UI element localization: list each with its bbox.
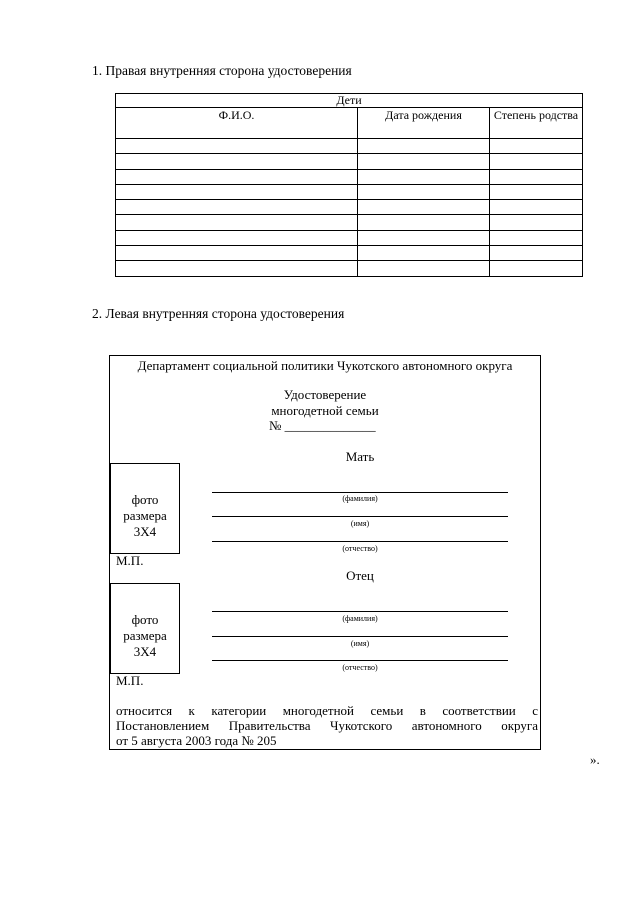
mother-patronymic-line — [212, 541, 508, 542]
mother-photo-placeholder — [110, 463, 180, 554]
photo-caption-line3: 3Х4 — [133, 644, 157, 659]
table-cell — [490, 184, 583, 199]
father-patronymic-line — [212, 660, 508, 661]
table-cell — [490, 215, 583, 230]
table-caption-row — [116, 94, 583, 108]
stamp-label-mother: М.П. — [116, 553, 144, 568]
table-row — [116, 184, 583, 199]
father-photo-placeholder — [110, 583, 180, 674]
table-row — [116, 169, 583, 184]
photo-caption-line3: 3Х4 — [133, 524, 157, 539]
table-row — [116, 200, 583, 215]
mother-surname-line — [212, 492, 508, 493]
table-cell — [116, 215, 358, 230]
column-header-fio: Ф.И.О. — [116, 108, 358, 139]
section-1-heading: 1. Правая внутренняя сторона удостоверения — [92, 63, 352, 78]
table-row — [116, 139, 583, 154]
photo-caption-line1: фото — [131, 612, 159, 627]
table-cell — [358, 246, 490, 261]
father-name-caption: (имя) — [350, 639, 370, 648]
table-cell — [358, 261, 490, 276]
table-row — [116, 215, 583, 230]
father-patronymic-caption: (отчество) — [342, 663, 378, 672]
table-cell — [116, 169, 358, 184]
table-cell — [116, 154, 358, 169]
table-cell — [490, 246, 583, 261]
certificate-title-line2: многодетной семьи — [271, 403, 379, 418]
children-table — [115, 93, 583, 277]
table-caption: Дети — [116, 94, 583, 108]
section-2-heading: 2. Левая внутренняя сторона удостоверения — [92, 306, 345, 321]
table-row — [116, 261, 583, 276]
mother-label: Мать — [345, 449, 375, 464]
table-cell — [116, 184, 358, 199]
certificate-footer-line1: относится к категории многодетной семьи в соответствии с — [116, 703, 538, 718]
table-row — [116, 230, 583, 245]
table-cell — [358, 230, 490, 245]
table-cell — [490, 154, 583, 169]
father-label: Отец — [346, 568, 374, 583]
certificate-footer-line3: от 5 августа 2003 года № 205 — [116, 733, 277, 748]
father-name-line — [212, 636, 508, 637]
department-name: Департамент социальной политики Чукотского автономного округа — [137, 358, 513, 373]
photo-caption-line2: размера — [123, 508, 167, 523]
table-cell — [116, 246, 358, 261]
table-cell — [116, 139, 358, 154]
column-header-birthdate: Дата рождения — [358, 108, 490, 139]
father-surname-line — [212, 611, 508, 612]
photo-caption-line2: размера — [123, 628, 167, 643]
table-cell — [358, 169, 490, 184]
mother-name-line — [212, 516, 508, 517]
table-cell — [358, 200, 490, 215]
table-cell — [116, 261, 358, 276]
table-row — [116, 154, 583, 169]
father-surname-caption: (фамилия) — [342, 614, 378, 623]
table-cell — [116, 200, 358, 215]
certificate-number: № ______________ — [269, 418, 376, 433]
table-cell — [358, 154, 490, 169]
table-cell — [358, 139, 490, 154]
table-cell — [490, 139, 583, 154]
table-cell — [358, 184, 490, 199]
table-cell — [490, 169, 583, 184]
table-row — [116, 246, 583, 261]
table-cell — [116, 230, 358, 245]
column-header-relation: Степень родства — [490, 108, 583, 139]
table-cell — [490, 230, 583, 245]
mother-surname-caption: (фамилия) — [342, 494, 378, 503]
mother-name-caption: (имя) — [350, 519, 370, 528]
table-cell — [358, 215, 490, 230]
photo-caption-line1: фото — [131, 492, 159, 507]
certificate-footer-line2: Постановлением Правительства Чукотского автономного округа — [116, 718, 538, 733]
table-cell — [490, 261, 583, 276]
table-cell — [490, 200, 583, 215]
closing-mark: ». — [590, 752, 600, 767]
table-header-row — [116, 108, 583, 139]
certificate-title-line1: Удостоверение — [283, 387, 367, 402]
stamp-label-father: М.П. — [116, 673, 144, 688]
mother-patronymic-caption: (отчество) — [342, 544, 378, 553]
